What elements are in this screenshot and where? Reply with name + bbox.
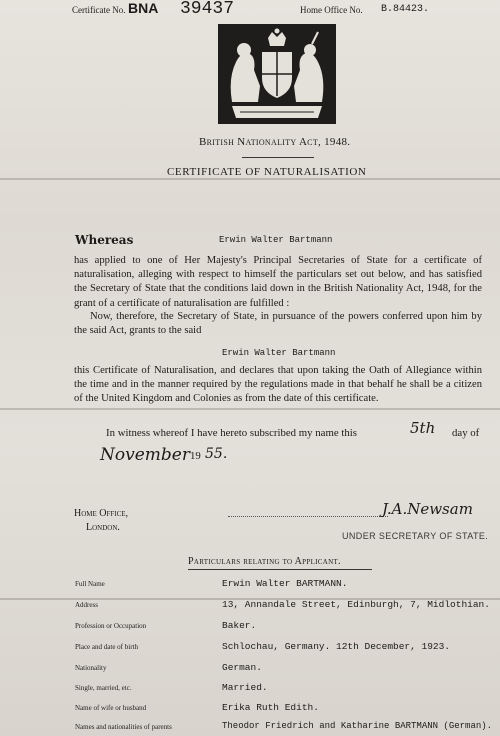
particular-value: 13, Annandale Street, Edinburgh, 7, Midlothian.	[222, 599, 490, 610]
particular-label: Names and nationalities of parents	[75, 723, 172, 731]
fold-line	[0, 408, 500, 410]
particulars-underline	[188, 569, 372, 570]
paragraph-declaration: this Certificate of Naturalisation, and declares that upon taking the Oath of Allegiance within the time and in the manner required by the regulations made in that behalf he shall be a citizen of the United Kingdom and Colonies as from the date of this certificate.	[74, 365, 482, 405]
royal-crest-icon	[218, 24, 336, 124]
home-office-number: B.84423.	[381, 4, 430, 15]
divider	[242, 157, 314, 158]
paragraph-grant: Now, therefore, the Secretary of State, in pursuance of the powers conferred upon him by the said Act, grants to the said	[74, 311, 482, 337]
particular-value: Theodor Friedrich and Katharine BARTMANN (German).	[222, 721, 493, 731]
office-line-1: Home Office,	[74, 508, 129, 519]
whereas-heading: Whereas	[75, 233, 134, 247]
witness-year-prefix: 19	[190, 450, 201, 462]
witness-day-suffix: day of	[452, 427, 480, 439]
certificate-title: CERTIFICATE OF NATURALISATION	[167, 166, 367, 178]
certificate-number-label: Certificate No.	[72, 5, 126, 15]
particular-label: Nationality	[75, 664, 107, 672]
certificate-prefix: BNA	[128, 0, 159, 16]
act-title: British Nationality Act, 1948.	[199, 136, 351, 148]
certificate-number: 39437	[180, 0, 235, 19]
particular-label: Place and date of birth	[75, 643, 138, 651]
signature: J.A.Newsam	[382, 500, 473, 518]
paragraph-application: has applied to one of Her Majesty's Principal Secretaries of State for a certificate of naturalisation, alleging with respect to himself the particulars set out below, and has satisfied the Secretary of State that the conditions laid down in the British Nationality Act, 1948, for the grant of a certificate of naturalisation are fulfilled :	[74, 255, 482, 309]
royal-coat-of-arms	[218, 24, 336, 124]
particular-value: Baker.	[222, 620, 257, 631]
office-line-2: London.	[86, 522, 120, 533]
applicant-name: Erwin Walter Bartmann	[219, 235, 333, 245]
particular-label: Profession or Occupation	[75, 622, 147, 630]
particular-label: Name of wife or husband	[75, 704, 147, 712]
particular-label: Full Name	[75, 580, 105, 588]
fold-line	[0, 178, 500, 180]
signatory-title: UNDER SECRETARY OF STATE.	[342, 531, 489, 541]
home-office-number-label: Home Office No.	[300, 5, 363, 15]
particular-value: German.	[222, 662, 262, 673]
particular-label: Single, married, etc.	[75, 684, 132, 692]
witness-text: In witness whereof I have hereto subscribed my name this	[106, 427, 357, 439]
particular-value: Schlochau, Germany. 12th December, 1923.	[222, 641, 451, 652]
witness-day: 5th	[410, 419, 436, 437]
grantee-name: Erwin Walter Bartmann	[222, 348, 336, 358]
particular-label: Address	[75, 601, 98, 609]
particular-value: Married.	[222, 682, 268, 693]
particulars-title: Particulars relating to Applicant.	[188, 556, 341, 567]
witness-year-suffix: 55.	[205, 446, 228, 462]
witness-month: November	[100, 445, 190, 465]
particular-value: Erika Ruth Edith.	[222, 702, 319, 713]
particular-value: Erwin Walter BARTMANN.	[222, 578, 348, 589]
signature-line	[228, 516, 388, 517]
